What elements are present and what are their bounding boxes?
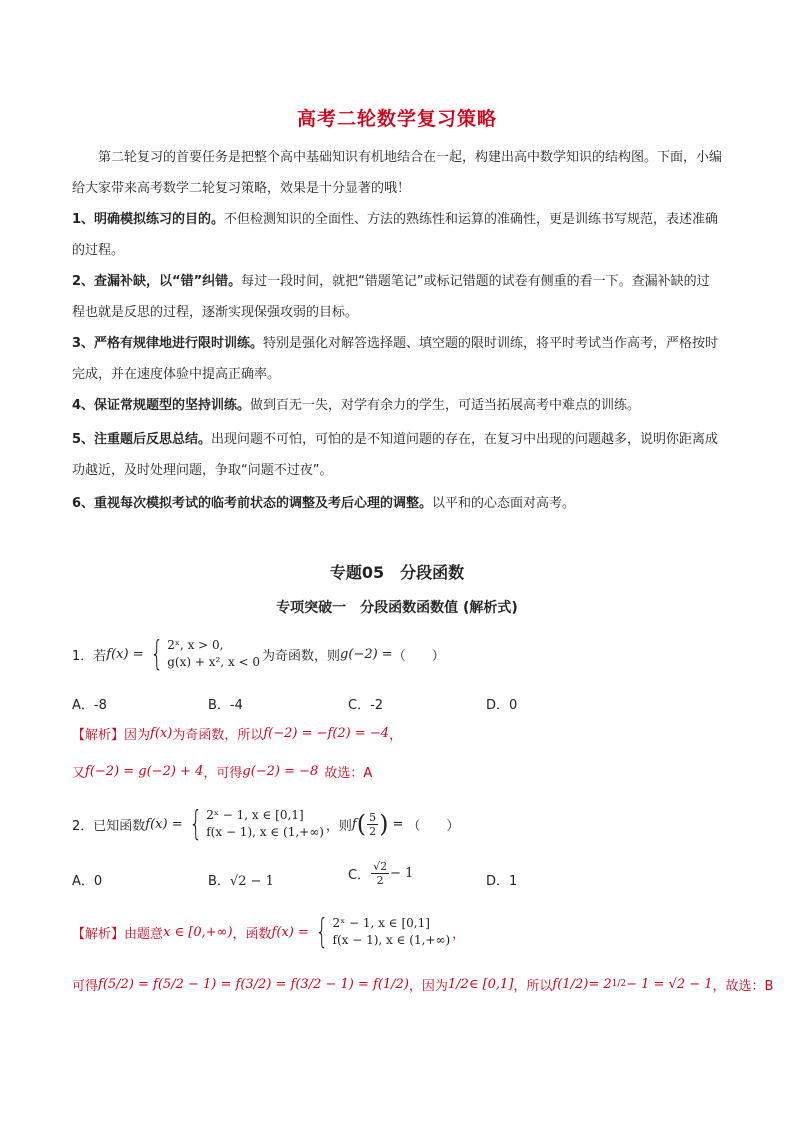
solution-text: 由题意 xyxy=(124,926,164,942)
option-b xyxy=(208,870,274,889)
option-a: A．-8 xyxy=(72,698,107,713)
fraction xyxy=(371,860,389,887)
solution-1-line-1 xyxy=(72,722,722,744)
numerator: √2 xyxy=(373,860,388,873)
solution-text: 为奇函数，所以 xyxy=(172,727,264,743)
solution-1-line-2 xyxy=(72,760,722,782)
solution-math: f(x) = xyxy=(271,924,309,940)
answer-blank: （ ） xyxy=(407,818,460,834)
tip-body: 做到百无一失，对学有余力的学生，可适当拓展高考中难点的训练。 xyxy=(250,398,641,413)
tip-body: 出现问题不可怕，可怕的是不知道问题的存在，在复习中出现的问题越多，说明你距离成功越近，及时处理问题，争取“问题不过夜”。 xyxy=(72,432,719,478)
solution-text: ，所以 xyxy=(513,978,553,994)
denominator: 2 xyxy=(369,824,377,838)
solution-answer: 故选：A xyxy=(324,765,373,781)
brace-symbol: { xyxy=(188,804,202,844)
option-c xyxy=(348,860,413,887)
question-number: 2．已知函数 xyxy=(72,818,146,834)
tip-body: 以平和的心态面对高考。 xyxy=(432,496,576,511)
case-1: 2ˣ, x > 0, xyxy=(167,638,224,652)
question-ask: g(−2) = xyxy=(340,646,393,662)
cases xyxy=(206,807,324,841)
solution-math: 1/2 xyxy=(447,976,469,992)
equals-sign: = xyxy=(392,816,404,832)
question-number: 1．若 xyxy=(72,648,107,664)
solution-math: x ∈ [0,+∞) xyxy=(163,924,233,940)
option-value: − 1 xyxy=(390,866,414,881)
answer-blank: （ ） xyxy=(392,648,445,664)
solution-text: ，函数 xyxy=(232,926,272,942)
tip-head: 1、明确模拟练习的目的。 xyxy=(72,212,225,227)
option-value: √2 − 1 xyxy=(229,874,274,889)
tip-2 xyxy=(72,266,722,328)
solution-text: ，可得 xyxy=(203,765,243,781)
case-1: 2ˣ − 1, x ∈ [0,1] xyxy=(206,808,304,822)
function-f: f(x) = xyxy=(145,816,183,832)
tip-head: 4、保证常规题型的坚持训练。 xyxy=(72,398,251,413)
case-2: g(x) + x², x < 0 xyxy=(167,655,261,669)
option-a: A．0 xyxy=(72,874,103,889)
function-f: f(x) = xyxy=(106,646,144,662)
solution-label: 【解析】 xyxy=(72,727,125,743)
option-d: D．1 xyxy=(486,874,518,889)
question-1 xyxy=(72,634,722,674)
paren-close: ) xyxy=(379,810,389,838)
cases xyxy=(167,637,260,671)
option-b: B．-4 xyxy=(208,698,243,713)
solution-text: 又 xyxy=(72,765,86,781)
solution-label: 【解析】 xyxy=(72,926,125,942)
question-text: ，则 xyxy=(325,818,352,834)
tip-head: 3、严格有规律地进行限时训练。 xyxy=(72,336,264,351)
subtopic-heading: 专项突破一 分段函数函数值 (解析式) xyxy=(276,600,518,616)
solution-math: f(x) xyxy=(150,725,173,741)
option-label: C． xyxy=(348,868,371,883)
option-d: D．0 xyxy=(486,698,518,713)
case-1: 2ˣ − 1, x ∈ [0,1] xyxy=(332,916,430,930)
tip-body: 不但检测知识的全面性、方法的熟练性和运算的准确性，更是训练书写规范，表述准确的过程。 xyxy=(72,212,719,258)
solution-math: − 1 = √2 − 1 xyxy=(626,976,713,992)
tip-head: 2、查漏补缺，以“错”纠错。 xyxy=(72,274,242,289)
cases xyxy=(333,915,451,949)
solution-answer: ，故选：B xyxy=(712,978,774,994)
tip-6 xyxy=(72,488,722,519)
tip-1 xyxy=(72,204,722,266)
piecewise-definition xyxy=(311,912,451,952)
topic-heading: 专题05 分段函数 xyxy=(329,563,465,582)
solution-math: f(1/2) xyxy=(552,976,589,992)
brace-symbol: { xyxy=(315,912,329,952)
solution-math: = 2 xyxy=(588,976,612,992)
tip-body: 特别是强化对解答选择题、填空题的限时训练，将平时考试当作高考，严格按时完成，并在速度体验中提高正确率。 xyxy=(72,336,719,382)
option-c: C．-2 xyxy=(348,698,384,713)
solution-math: f(−2) = −f(2) = −4 xyxy=(263,725,390,741)
piecewise-definition xyxy=(146,634,261,674)
brace-symbol: { xyxy=(149,634,163,674)
denominator: 2 xyxy=(376,874,384,887)
exponent: 1/2 xyxy=(611,979,627,989)
tip-3 xyxy=(72,328,722,390)
tip-5 xyxy=(72,424,722,486)
tip-4 xyxy=(72,390,722,421)
solution-text: ， xyxy=(452,926,466,942)
solution-math: f(−2) = g(−2) + 4 xyxy=(85,763,204,779)
solution-text: ， xyxy=(389,727,403,743)
option-label: B． xyxy=(208,874,230,889)
solution-2-line-1 xyxy=(72,912,722,952)
question-ask-f: f xyxy=(351,816,357,832)
tip-head: 5、注重题后反思总结。 xyxy=(72,432,212,447)
solution-text: 可得 xyxy=(72,978,99,994)
solution-text: 因为 xyxy=(124,727,151,743)
intro-paragraph: 第二轮复习的首要任务是把整个高中基础知识有机地结合在一起，构建出高中数学知识的结构图。下面，小编给大家带来高考数学二轮复习策略，效果是十分显著的哦！ xyxy=(72,150,723,196)
solution-text: ，因为 xyxy=(408,978,448,994)
paren-open: ( xyxy=(356,810,367,838)
question-text: 为奇函数，则 xyxy=(262,648,341,664)
piecewise-definition xyxy=(185,804,324,844)
fraction xyxy=(367,811,378,838)
case-2: f(x − 1), x ∈ (1,+∞) xyxy=(206,825,324,839)
solution-2-line-2 xyxy=(72,966,774,1002)
numerator: 5 xyxy=(369,810,377,824)
question-2 xyxy=(72,804,722,844)
solution-math: g(−2) = −8 xyxy=(242,763,319,779)
solution-math-chain: f(5/2) = f(5/2 − 1) = f(3/2) = f(3/2 − 1) = f(1/2) xyxy=(98,976,409,992)
tip-body: 每过一段时间，就把“错题笔记”或标记错题的试卷有侧重的看一下。查漏补缺的过程也就是反思的过程，逐渐实现保强攻弱的目标。 xyxy=(72,274,710,320)
tip-head: 6、重视每次模拟考试的临考前状态的调整及考后心理的调整。 xyxy=(72,496,433,511)
solution-math: ∈ [0,1] xyxy=(468,976,514,992)
page-title: 高考二轮数学复习策略 xyxy=(296,108,497,130)
case-2: f(x − 1), x ∈ (1,+∞) xyxy=(332,933,451,947)
